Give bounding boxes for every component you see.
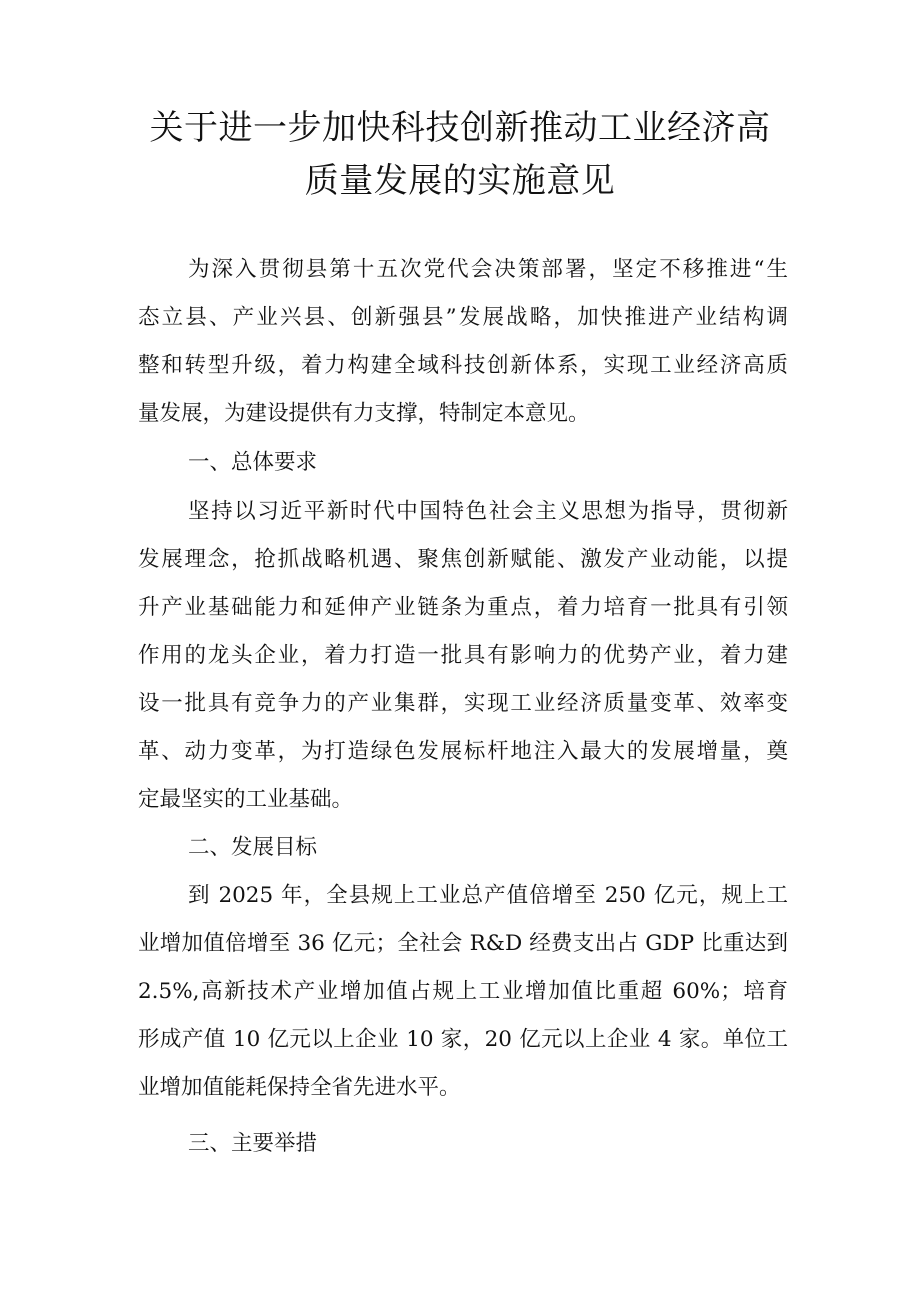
section-1-line-3: 升产业基础能力和延伸产业链条为重点，着力培育一批具有引领 — [138, 595, 788, 620]
section-1-line-6: 革、动力变革，为打造绿色发展标杆地注入最大的发展增量，奠 — [138, 739, 788, 764]
section-2-line-3: 2.5%,高新技术产业增加值占规上工业增加值比重超 60%；培育 — [138, 979, 788, 1004]
section-3-heading: 三、主要举措 — [188, 1131, 318, 1156]
intro-line-1: 为深入贯彻县第十五次党代会决策部署，坚定不移推进“生 — [188, 257, 788, 282]
section-2-line-4: 形成产值 10 亿元以上企业 10 家，20 亿元以上企业 4 家。单位工 — [138, 1027, 788, 1052]
intro-line-4: 量发展，为建设提供有力支撑，特制定本意见。 — [138, 401, 590, 426]
intro-line-2: 态立县、产业兴县、创新强县”发展战略，加快推进产业结构调 — [138, 305, 788, 330]
section-1-line-2: 发展理念，抢抓战略机遇、聚焦创新赋能、激发产业动能，以提 — [138, 547, 788, 572]
section-1-heading: 一、总体要求 — [188, 450, 318, 475]
section-2-line-2: 业增加值倍增至 36 亿元；全社会 R&D 经费支出占 GDP 比重达到 — [138, 931, 788, 956]
section-1-line-5: 设一批具有竞争力的产业集群，实现工业经济质量变革、效率变 — [138, 691, 788, 716]
section-1-line-7: 定最坚实的工业基础。 — [138, 787, 354, 812]
section-1-line-1: 坚持以习近平新时代中国特色社会主义思想为指导，贯彻新 — [188, 499, 788, 524]
intro-line-3: 整和转型升级，着力构建全域科技创新体系，实现工业经济高质 — [138, 353, 788, 378]
section-1-line-4: 作用的龙头企业，着力打造一批具有影响力的优势产业，着力建 — [138, 643, 788, 668]
document-title-line-1: 关于进一步加快科技创新推动工业经济高 — [149, 108, 771, 148]
document-title-line-2: 质量发展的实施意见 — [304, 161, 616, 201]
section-2-line-1: 到 2025 年，全县规上工业总产值倍增至 250 亿元，规上工 — [188, 883, 788, 908]
section-2-heading: 二、发展目标 — [188, 835, 318, 860]
section-2-line-5: 业增加值能耗保持全省先进水平。 — [138, 1075, 461, 1100]
